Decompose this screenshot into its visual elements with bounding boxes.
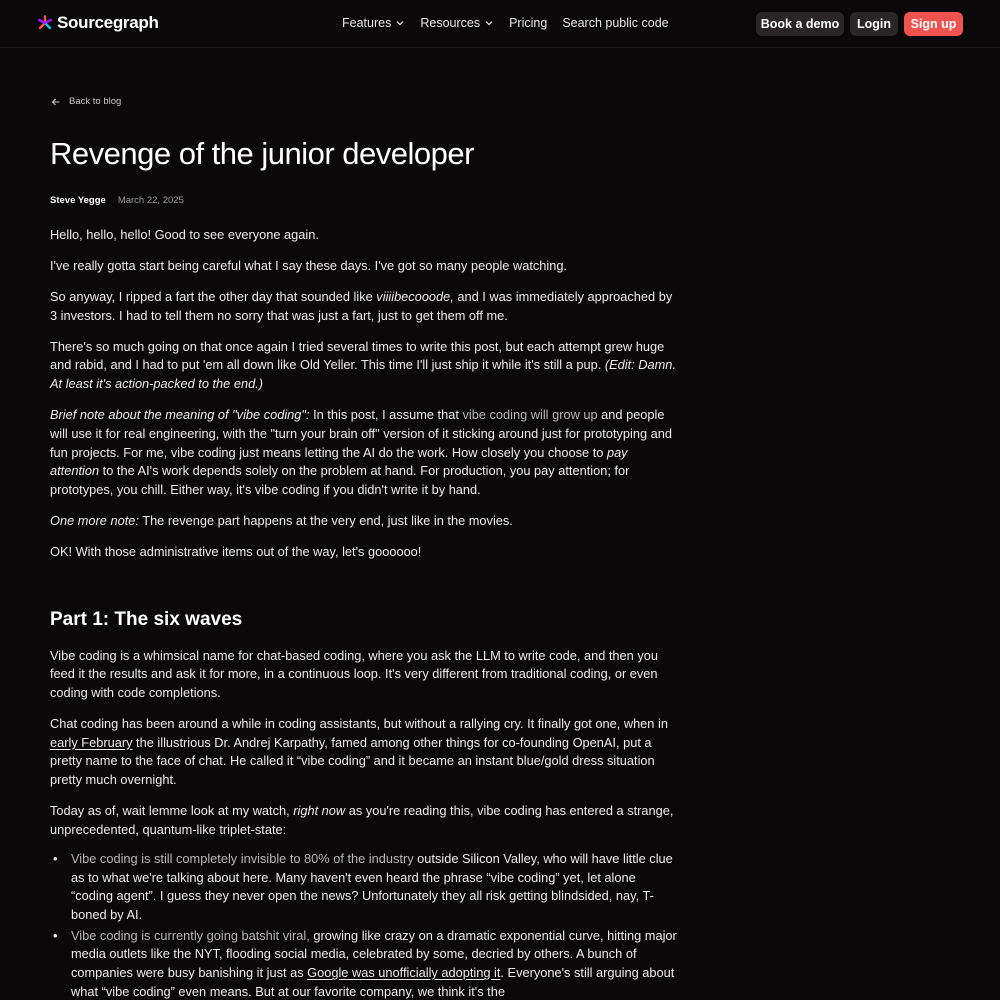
login-button[interactable]: Login [850,12,898,36]
top-navigation-bar [0,0,1000,48]
text: and people will use it for real engineering, with the "turn your brain off" version of it sticking around just for prototyping and fun projects. For me, vibe coding just means letting the AI do the work. How closely you choose to [50,407,673,460]
text: Chat coding has been around a while in coding assistants, but without a rallying cry. It finally got one, when in [50,716,668,732]
bullet-list [50,850,680,1000]
nav-resources[interactable] [420,16,494,30]
text: There's so much going on that once again I tried several times to write this post, but each attempt grew huge and rabid, and I had to put 'em all down like Old Yeller. This time I'll just ship it while it's still a pup. [50,338,665,373]
post-author[interactable]: Steve Yegge [50,195,106,206]
back-to-blog-link[interactable] [51,96,121,107]
main-nav [342,16,669,30]
sourcegraph-logo-icon [37,15,53,31]
arrow-left-icon [51,97,61,107]
nav-features-label: Features [342,16,392,30]
text: as you're reading this, vibe coding has entered a strange, unprecedented, quantum-like triplet-state: [50,803,674,837]
signup-button[interactable]: Sign up [904,12,963,36]
sourcegraph-logo[interactable] [37,13,159,33]
nav-search-public-code-label: Search public code [562,16,669,30]
google-adopting-link[interactable]: Google was unofficially adopting it [307,965,501,981]
inline-link[interactable]: Vibe coding is still completely invisible to 80% of the industry [71,850,414,866]
text: the illustrious Dr. Andrej Karpathy, famed among other things for co-founding OpenAI, put a pretty name to the face of chat. He called it “vibe coding” and it became an instant blue/gold dress situation pretty much overnight. [50,734,655,788]
book-demo-button[interactable]: Book a demo [756,12,844,36]
early-february-link[interactable]: early February [50,734,133,750]
section-heading: Part 1: The six waves [50,608,243,630]
paragraph: Vibe coding is a whimsical name for chat-based coding, where you ask the LLM to write code, and then you feed it the results and ask it for more, in a continuous loop. It's very different from traditional coding, or even coding with code completions. [50,647,658,701]
inline-link[interactable]: vibe coding will grow up [462,407,598,423]
paragraph [50,406,680,500]
post-meta [50,195,184,206]
text: The revenge part happens at the very end, just like in the movies. [138,512,513,528]
paragraph: OK! With those administrative items out of the way, let's goooooo! [50,543,422,559]
paragraph [50,715,680,790]
list-item [50,850,680,925]
nav-pricing-label: Pricing [509,16,548,30]
text: Today as of, wait lemme look at my watch, [50,803,294,819]
list-item [50,927,680,1000]
chevron-down-icon [395,18,405,28]
paragraph [50,512,680,531]
back-to-blog-label: Back to blog [69,96,122,107]
text: outside Silicon Valley, who will have little clue as to what we're talking about here. Many haven't even heard the phrase “vibe coding” yet, let alone “coding agent”. I guess they never open the news? Unfortunately they all risk getting blindsided, nay, T-boned by AI. [71,850,673,922]
text: In this post, I assume that [309,407,463,423]
nav-features[interactable] [342,16,405,30]
text: . Everyone's still arguing about what “vibe coding” even means. But at our favorite company, we think it's the [71,965,675,999]
nav-pricing[interactable] [509,16,547,30]
post-date: March 22, 2025 [117,195,184,206]
logo-text: Sourcegraph [57,13,159,32]
emphasis: Brief note about the meaning of "vibe coding": [50,407,310,423]
nav-resources-label: Resources [420,16,481,30]
inline-link[interactable]: Vibe coding is currently going batshit viral, [71,927,310,943]
paragraph [50,288,680,325]
text: growing like crazy on a dramatic exponential curve, hitting major media outlets like the NYT, flooding social media, celebrated by some, decried by others. A bunch of companies were busy banishing it just as [71,927,677,981]
emphasis: One more note: [50,512,139,528]
emphasis: (Edit: Damn. At least it's action-packed to the end.) [50,357,676,392]
text: So anyway, I ripped a fart the other day that sounded like [50,289,377,304]
paragraph [50,802,680,839]
post-title: Revenge of the junior developer [50,136,474,171]
emphasis: right now [293,803,346,819]
article-body [50,226,680,1000]
paragraph [50,338,680,394]
emphasis: pay attention [50,444,628,479]
chevron-down-icon [484,18,494,28]
emphasis: viiiibecooode, [376,289,454,304]
paragraph: Hello, hello, hello! Good to see everyone again. [50,227,319,242]
nav-search-public-code[interactable] [562,16,668,30]
paragraph: I've really gotta start being careful what I say these days. I've got so many people watching. [50,258,568,273]
text: to the AI's work depends solely on the problem at hand. For production, you pay attention; for prototypes, you chill. Either way, it's vibe coding if you didn't write it by hand. [50,463,630,497]
text: and I was immediately approached by 3 investors. I had to tell them no sorry that was just a fart, just to get them off me. [50,289,673,323]
